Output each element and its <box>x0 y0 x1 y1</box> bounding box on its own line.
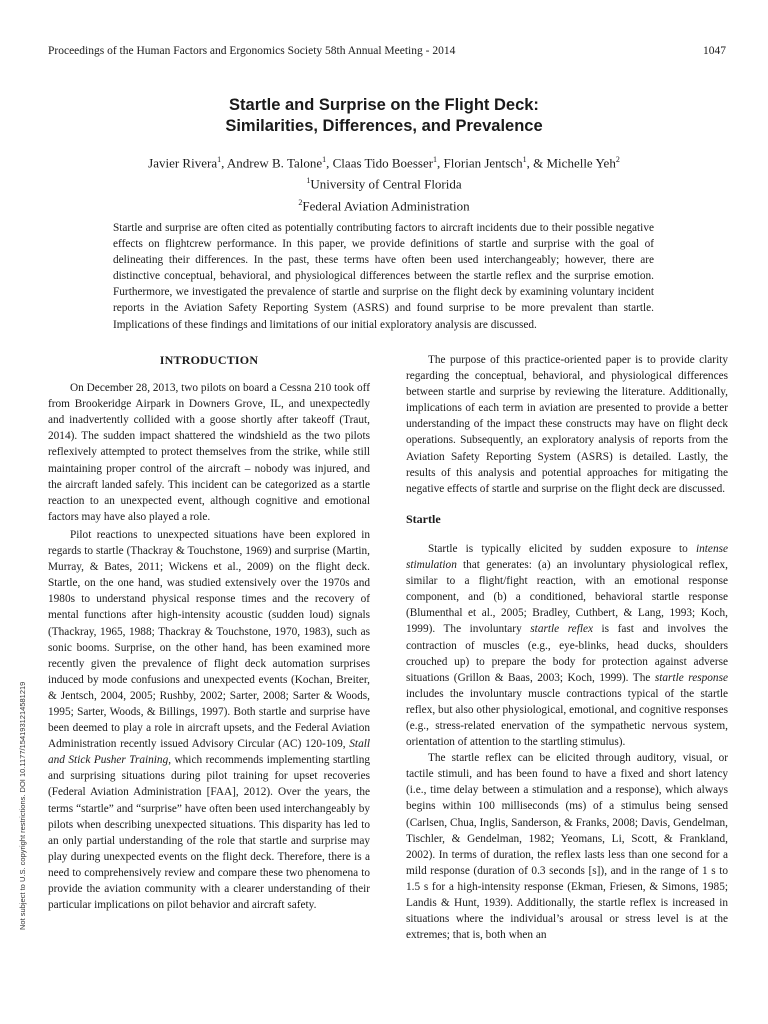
paragraph: The startle reflex can be elicited through auditory, visual, or tactile stimuli, and has been found to have a fixed and short latency (i.e., time delay between a stimulation and a response), which always begins within 100 milliseconds (ms) of a stimulus being sensed (Carlsen, Chua, Inglis, Sanderson, & Franks, 2008; Davis, Gendelman, Tischler, & Gendelman, 1982; Yeomans, Li, Scott, & Frankland, 2002). In terms of duration, the reflex lasts less than one second for a mild response (duration of 0.3 seconds [s]), and in the range of 1 s to 1.5 s for a high-intensity response (Ekman, Friesen, & Simons, 1985; Landis & Hunt, 1939). Additionally, the startle reflex is increased in situations where the individual’s arousal or stress level is at the extremes; that is, both when an <box>406 752 728 942</box>
copyright-side-note: Not subject to U.S. copyright restrictions. DOI 10.1177/1541931214581219 <box>18 681 27 930</box>
page-number: 1047 <box>703 45 726 57</box>
paragraph: Pilot reactions to unexpected situations have been explored in regards to startle (Thackray & Touchstone, 1969) and surprise (Martin, Murray, & Bates, 2011; Wickens et al., 2009) on the flight deck. Startle, on the one hand, was studied extensively over the 1970s and 1980s to understand physical response times and the recovery of mental functions after high-intensity acoustic (sudden loud) signals (Thackray, 1965, 1988; Thackray & Touchstone, 1970, 1983), such as sonic booms. Surprise, on the other hand, has been examined more recently given the prevalence of flight deck automation surprises induced by mode confusions and unexpected events (Kochan, Breiter, & Jentsch, 2004, 2005; Rushby, 2002; Sarter, 2008; Sarter & Woods, 1995; Sarter, Woods, & Billings, 1997). Both startle and surprise have been deemed to play a role in aircraft upsets, and the Federal Aviation Administration recently issued Advisory Circular (AC) 120-109, Stall and Stick Pusher Training, which recommends implementing startling and surprising situations during pilot training for upset recoveries (Federal Aviation Administration [FAA], 2012). Over the years, the terms “startle” and “surprise” have often been used interchangeably by pilots when describing unexpected situations. This disparity has led to an only partial understanding of the role that startle and surprise may play during unexpected events on the flight deck. Therefore, there is a need to comprehensively review and compare these two phenomena to provide the aviation community with a clearer understanding of their particular implications on pilot behavior and aircraft safety. <box>48 528 370 912</box>
affiliation-2: $^2$Federal Aviation Administration <box>298 197 470 213</box>
author-name: Florian Jentsch <box>443 155 523 171</box>
affiliation-1: $^1$University of Central Florida <box>306 176 462 192</box>
section-heading-introduction: INTRODUCTION <box>159 353 259 367</box>
abstract: Startle and surprise are often cited as potentially contributing factors to aircraft incidents due to their possible negative effects on flightcrew performance. In this paper, we provide definitions of startle and surprise with the goal of delineating their differences. In the past, these terms have often been used interchangeably; however, there are distinctive conceptual, behavioral, and physiological differences between the startle reflex and the surprise emotion. Furthermore, we investigated the prevalence of startle and surprise on the flight deck by examining voluntary incident reports in the Aviation Safety Reporting System (ASRS) and found surprise to be more prevalent than startle. Implications of these findings and limitations of our initial exploratory analysis are discussed. <box>113 222 654 331</box>
paragraph: Startle is typically elicited by sudden exposure to intense stimulation that generates: (a) an involuntary physiological reflex, similar to a flight/fight reaction, with an emotional response component, and (b) a conditioned, behavioral startle response (Blumenthal et al., 2005; Bradley, Cuthbert, & Lang, 1993; Koch, 1999). The involuntary startle reflex is fast and involves the contraction of muscles (e.g., eye-blinks, head ducks, shoulders crouched up) to prepare the body for protection against adverse situations (Grillon & Baas, 2003; Koch, 1999). The startle response includes the involuntary muscle contractions typical of the startle reflex, but also other physiological, emotional, and cognitive responses (e.g., stress-related enervation of the sympathetic nervous system, orientation of attention to the startling stimulus). <box>406 542 728 749</box>
subheading-startle: Startle <box>406 511 441 526</box>
paper-title <box>0 95 768 137</box>
author-list: Javier Rivera$^1$, Andrew B. Talone$^1$, Claas Tido Boesser$^1$, Florian Jentsch$^1$, & Michelle Yeh$^2$ <box>148 155 620 171</box>
paragraph: On December 28, 2013, two pilots on board a Cessna 210 took off from Brookeridge Airpark in Downers Grove, IL, and unexpectedly and inadvertently collided with a goose shortly after takeoff (Traut, 2014). The sudden impact shattered the windshield as the two pilots reflexively attempted to protect themselves from the strike, while still maintaining proper control of the aircraft – nobody was injured, and the aircraft landed safely. This incident can be categorized as a startle reaction to an unexpected event, although cognitive and emotional factors may have also played a role. <box>48 382 370 523</box>
author-name: Andrew B. Talone <box>226 155 323 171</box>
title-line-2: Similarities, Differences, and Prevalence <box>225 117 543 135</box>
left-column <box>48 352 370 913</box>
right-column <box>406 352 728 943</box>
author-block <box>0 151 768 215</box>
paragraph: The purpose of this practice-oriented paper is to provide clarity regarding the conceptual, behavioral, and physiological differences between startle and surprise by reviewing the literature. Additionally, implications of each term in aviation are presented to provide a better understanding of the impact these constructs may have on flight deck operations. Subsequently, an exploratory analysis of reports from the Aviation Safety Reporting System (ASRS) is detailed. Lastly, the results of this analysis and potential approaches for mitigating the negative effects of startle and surprise on the flight deck are discussed. <box>406 354 728 495</box>
title-line-1: Startle and Surprise on the Flight Deck: <box>229 96 539 114</box>
author-name: Javier Rivera <box>148 155 218 171</box>
author-name: Michelle Yeh <box>546 155 616 171</box>
author-name: Claas Tido Boesser <box>332 155 434 171</box>
running-head: Proceedings of the Human Factors and Ergonomics Society 58th Annual Meeting - 2014 <box>48 45 456 57</box>
